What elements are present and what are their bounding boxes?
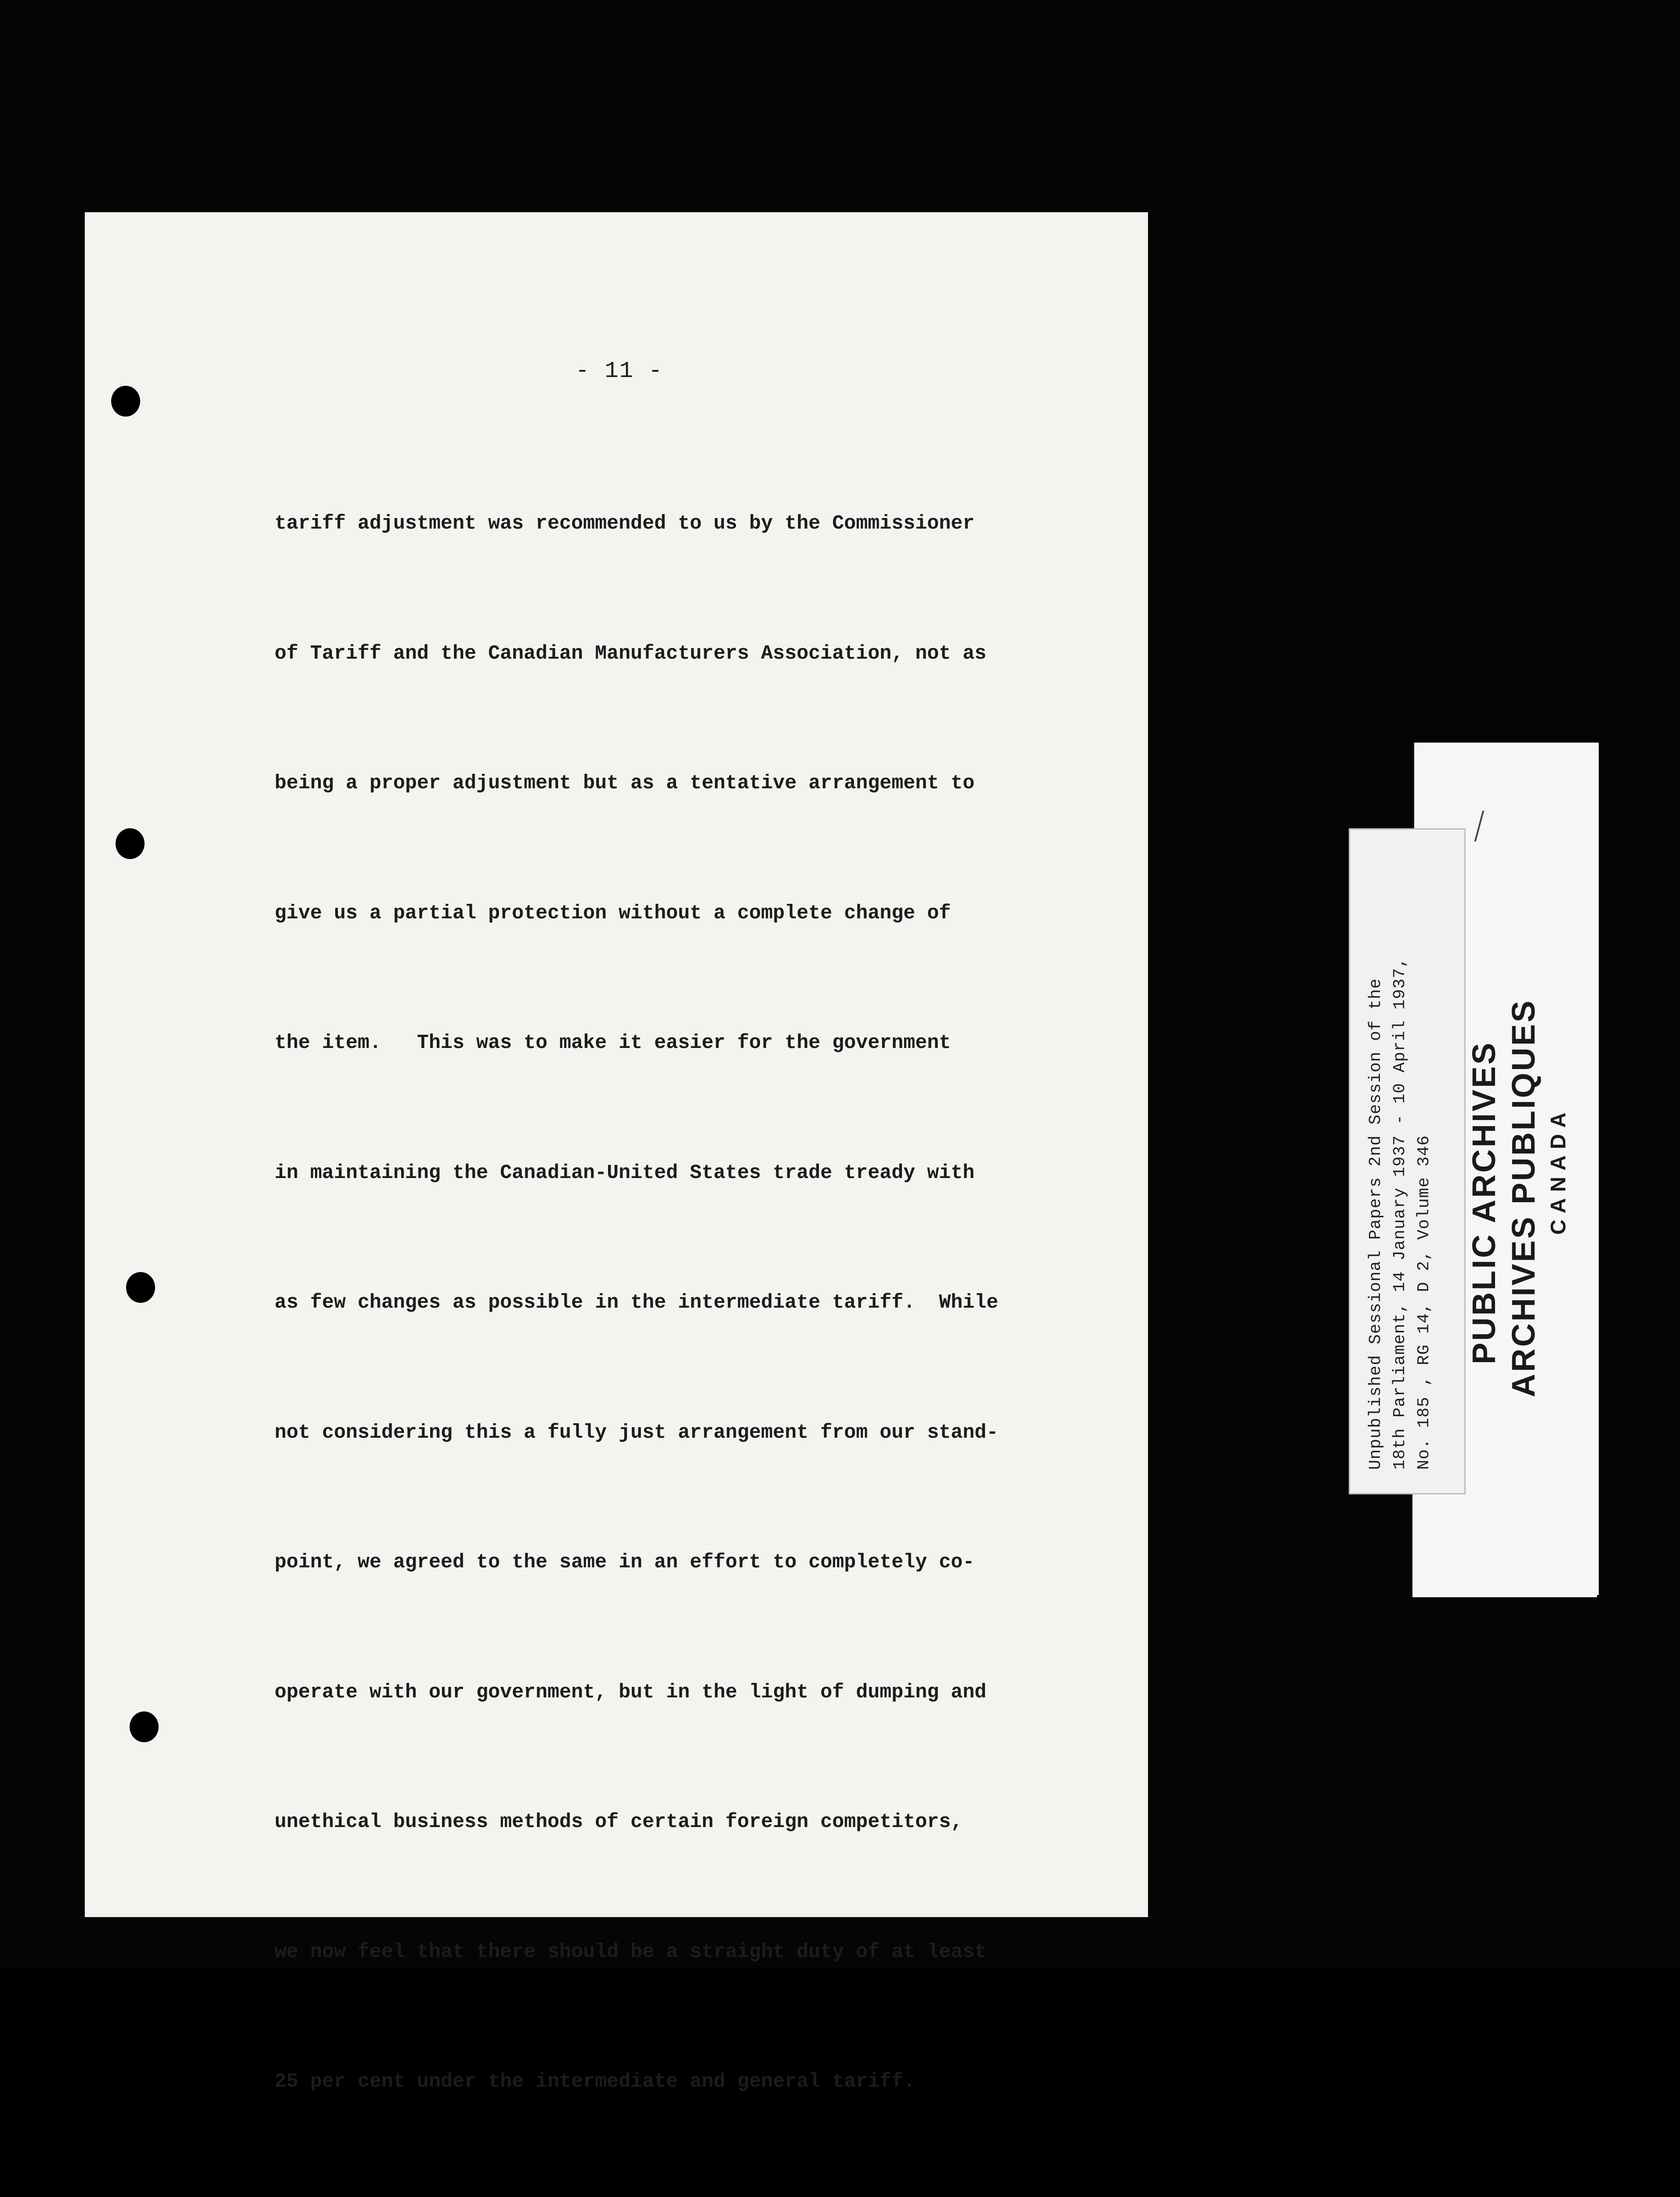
body-line: operate with our government, but in the light of dumping and <box>275 1671 1122 1715</box>
punch-hole <box>130 1711 159 1742</box>
body-line: tariff adjustment was recommended to us by the Commissioner <box>275 502 1122 546</box>
body-line: give us a partial protection without a complete change of <box>275 892 1122 935</box>
punch-hole <box>116 828 145 859</box>
page-number: - 11 - <box>576 358 663 384</box>
punch-hole <box>126 1272 155 1303</box>
body-line: the item. This was to make it easier for the government <box>275 1022 1122 1065</box>
punch-hole <box>111 386 140 417</box>
body-line: unethical business methods of certain foreign competitors, <box>275 1801 1122 1844</box>
body-line: of Tariff and the Canadian Manufacturers Association, not as <box>275 632 1122 676</box>
body-line: we now feel that there should be a straight duty of at least <box>275 1931 1122 1974</box>
body-line: in maintaining the Canadian-United States trade tready with <box>275 1152 1122 1195</box>
archive-title-english: PUBLIC ARCHIVES <box>1465 1041 1503 1364</box>
body-line <box>275 2190 1122 2197</box>
archive-title-french: ARCHIVES PUBLIQUES <box>1505 999 1542 1397</box>
archive-label-edge <box>1412 1487 1597 1597</box>
body-line: as few changes as possible in the intermediate tariff. While <box>275 1281 1122 1325</box>
archive-title-country: CANADA <box>1546 1106 1571 1235</box>
body-line: point, we agreed to the same in an effort to completely co- <box>275 1541 1122 1584</box>
archive-reference-line-1: Unpublished Sessional Papers 2nd Session of the <box>1366 978 1385 1470</box>
body-line: being a proper adjustment but as a tentative arrangement to <box>275 762 1122 805</box>
archive-reference-line-3: No. 185 , RG 14, D 2, Volume 346 <box>1415 1135 1434 1470</box>
body-line: not considering this a fully just arrangement from our stand- <box>275 1411 1122 1455</box>
archive-reference-line-2: 18th Parliament, 14 January 1937 - 10 April 1937, <box>1390 957 1409 1470</box>
document-body <box>275 416 1122 2197</box>
body-line: 25 per cent under the intermediate and general tariff. <box>275 2060 1122 2104</box>
